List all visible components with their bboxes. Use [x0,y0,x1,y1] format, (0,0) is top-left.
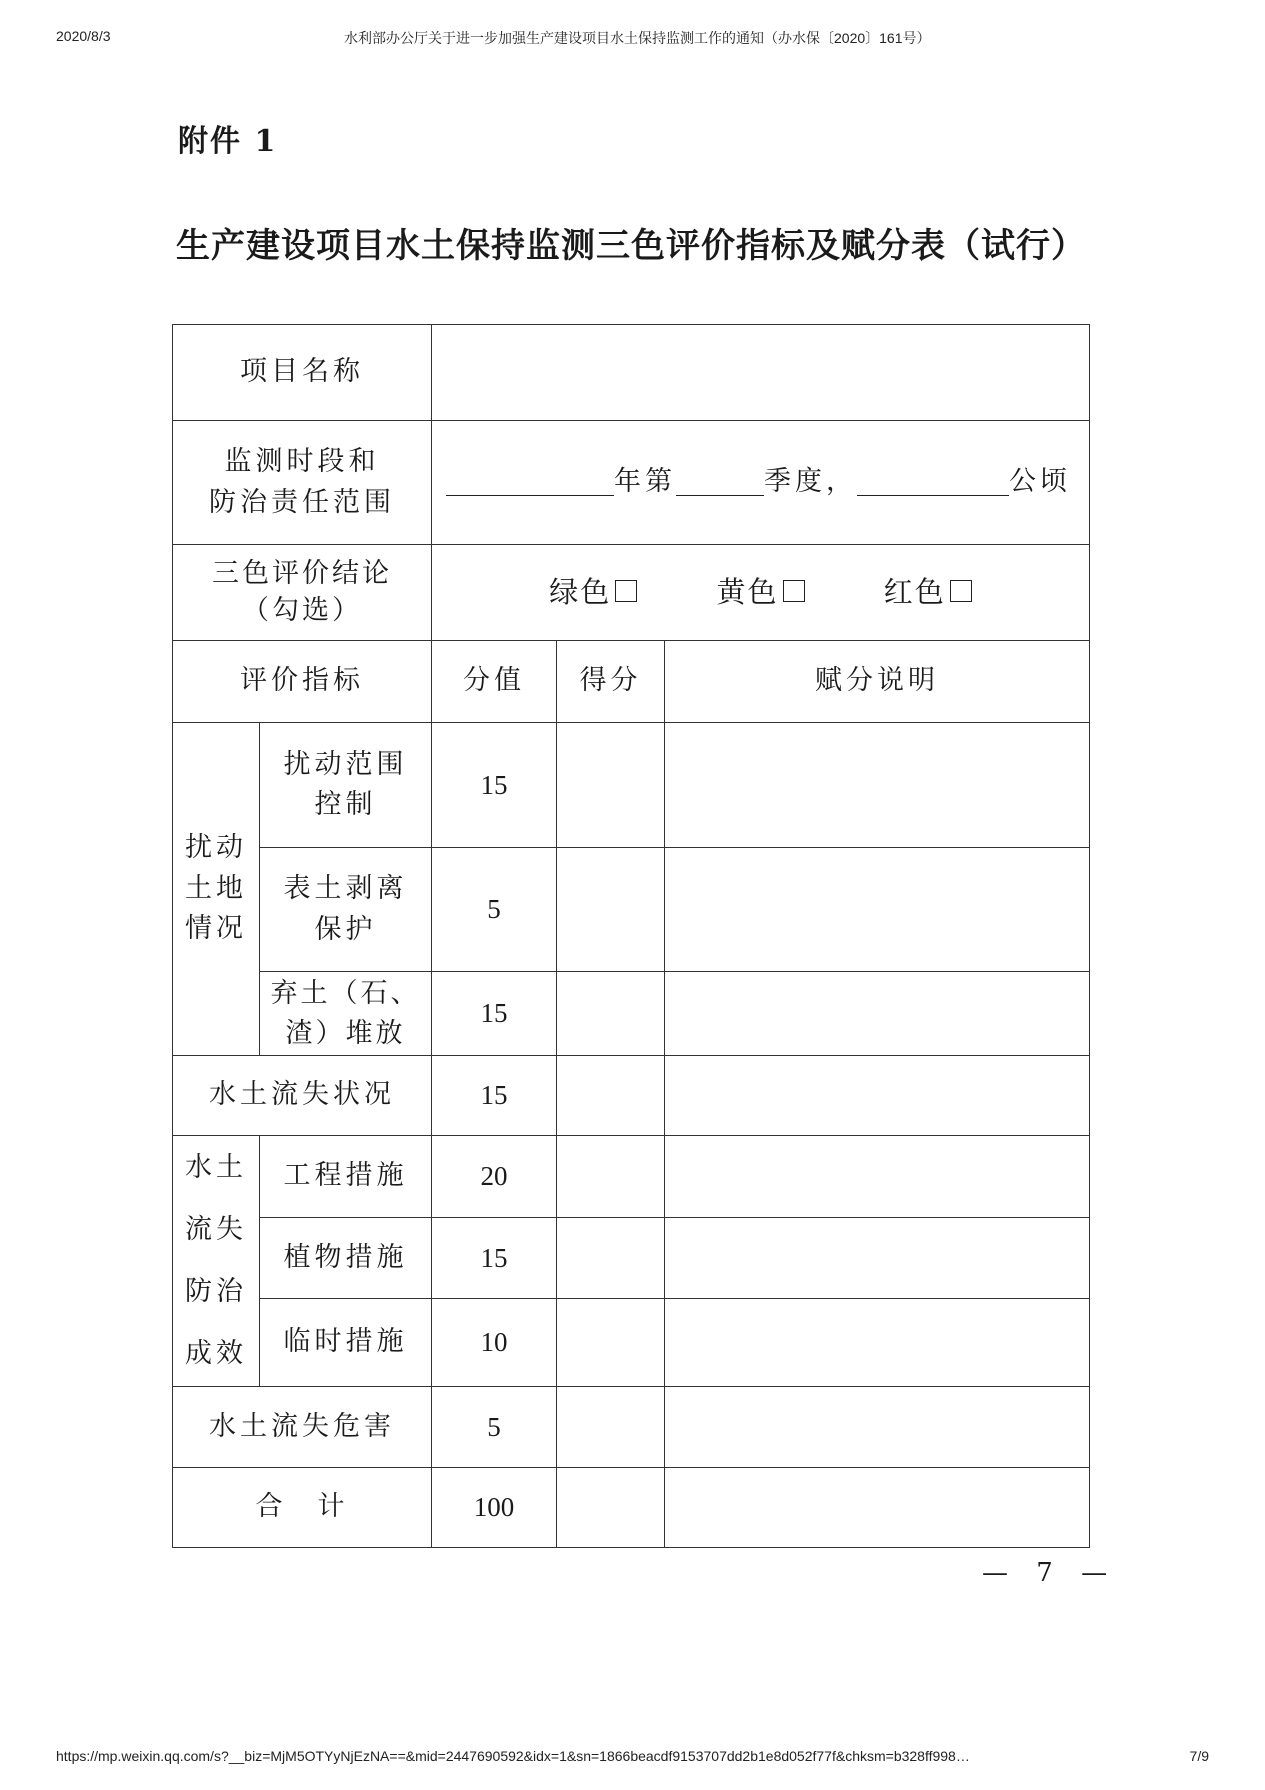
green-checkbox[interactable] [615,580,637,602]
page-number: — 7 — [982,1558,1118,1588]
source-url: https://mp.weixin.qq.com/s?__biz=MjM5OTYyNjEzNA==&mid=2447690592&idx=1&sn=1866beacdf9153707dd2b1e8d052f77f&chksm=b328ff998… [56,1748,970,1764]
page-count: 7/9 [1189,1748,1209,1764]
area-blank[interactable] [857,469,1009,496]
document-title: 生产建设项目水土保持监测三色评价指标及赋分表（试行） [176,226,1086,266]
header-explanation: 赋分说明 [665,641,1090,723]
conclusion-label-line2: （勾选） [242,594,362,626]
period-label-line2: 防治责任范围 [209,486,395,518]
score-value: 15 [432,1218,557,1299]
score-value: 15 [432,723,557,848]
conclusion-label-line1: 三色评价结论 [212,558,392,590]
period-row [173,421,1090,545]
option-green[interactable]: 绿色 [549,571,637,615]
print-title: 水利部办公厅关于进一步加强生产建设项目水土保持监测工作的通知（办水保〔2020〕161号） [344,30,931,46]
conclusion-options [432,545,1090,641]
table-row [173,1299,1090,1387]
conclusion-row [173,545,1090,641]
total-label: 合 计 [173,1468,432,1548]
score-cell[interactable] [557,1218,665,1299]
score-cell[interactable] [557,1136,665,1218]
quarter-suffix: 季度， [764,466,857,498]
score-cell[interactable] [557,723,665,848]
header-score-value: 分值 [432,641,557,723]
header-row [173,641,1090,723]
table-row [173,972,1090,1056]
year-blank[interactable] [446,469,614,496]
red-checkbox[interactable] [950,580,972,602]
total-score-cell[interactable] [557,1468,665,1548]
explanation-cell[interactable] [665,1218,1090,1299]
period-label [173,421,432,545]
total-row [173,1468,1090,1548]
table-row [173,1056,1090,1136]
conclusion-label [173,545,432,641]
score-value: 15 [432,1056,557,1136]
indicator-label: 表土剥离 保护 [260,848,432,972]
table-row [173,1387,1090,1468]
evaluation-form-table [172,324,1090,1548]
quarter-blank[interactable] [676,469,764,496]
year-suffix: 年第 [614,466,676,498]
score-value: 5 [432,1387,557,1468]
project-name-label: 项目名称 [173,325,432,421]
option-yellow[interactable]: 黄色 [717,571,805,615]
area-unit: 公顷 [1009,466,1071,498]
total-value: 100 [432,1468,557,1548]
explanation-cell[interactable] [665,1387,1090,1468]
explanation-cell[interactable] [665,1136,1090,1218]
explanation-cell[interactable] [665,848,1090,972]
score-cell[interactable] [557,1387,665,1468]
option-red[interactable]: 红色 [884,571,972,615]
indicator-label: 水土流失状况 [173,1056,432,1136]
group-erosion-prevention: 水土 流失 防治 成效 [173,1136,260,1387]
score-cell[interactable] [557,972,665,1056]
table-row [173,1218,1090,1299]
score-value: 20 [432,1136,557,1218]
indicator-label: 扰动范围 控制 [260,723,432,848]
score-cell[interactable] [557,1299,665,1387]
yellow-checkbox[interactable] [783,580,805,602]
project-name-field[interactable] [432,325,1090,421]
explanation-cell[interactable] [665,723,1090,848]
explanation-cell[interactable] [665,1299,1090,1387]
header-indicator: 评价指标 [173,641,432,723]
attachment-label: 附件 1 [178,124,278,159]
period-label-line1: 监测时段和 [224,446,380,477]
table-row [173,1136,1090,1218]
score-value: 5 [432,848,557,972]
explanation-cell[interactable] [665,1056,1090,1136]
period-fields [432,421,1090,545]
table-row [173,723,1090,848]
score-value: 10 [432,1299,557,1387]
indicator-label: 弃土（石、 渣）堆放 [260,972,432,1056]
total-explanation-cell[interactable] [665,1468,1090,1548]
indicator-label: 水土流失危害 [173,1387,432,1468]
table-row [173,848,1090,972]
score-value: 15 [432,972,557,1056]
group-disturbed-land: 扰动 土地 情况 [173,723,260,1056]
indicator-label: 临时措施 [260,1299,432,1387]
indicator-label: 工程措施 [260,1136,432,1218]
score-cell[interactable] [557,848,665,972]
explanation-cell[interactable] [665,972,1090,1056]
print-date: 2020/8/3 [56,28,111,44]
header-score: 得分 [557,641,665,723]
project-name-row [173,325,1090,421]
score-cell[interactable] [557,1056,665,1136]
indicator-label: 植物措施 [260,1218,432,1299]
